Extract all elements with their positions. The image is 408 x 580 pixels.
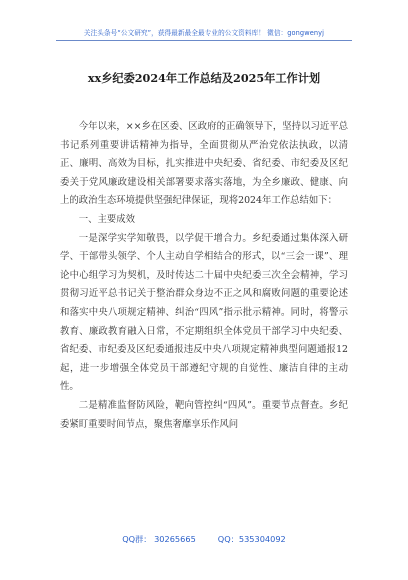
section-heading: 一、主要成效 — [78, 213, 136, 225]
intro-paragraph: 今年以来，××乡在区委、区政府的正确领导下，坚持以习近平总书记系列重要讲话精神为指导，全面贯彻从严治党依法执政，以清正、廉明、高效为目标，扎实推进中央纪委、省纪委、市纪委及区纪委关于党风廉政建设相关部署要求落实落地，为全乡廉政、健康、向上的政治生态环境提供坚强纪律保证，现将2024年工作总结如下： — [60, 121, 348, 207]
header-divider — [56, 40, 352, 41]
document-body — [60, 118, 348, 434]
footer-qq-group: QQ群： 30265665 — [122, 534, 196, 544]
body-paragraph: 一是深学实学知敬畏，以学促干增合力。乡纪委通过集体深入研学、干部带头领学、个人主动自学相结合的形式，以“三会一课”、理论中心组学习为契机，及时传达二十届中央纪委三次全会精神，学习贯彻习近平总书记关于整治群众身边不正之风和腐败问题的重要论述和落实中央八项规定精神、纠治“四风”指示批示精神。同时，将警示教育、廉政教育融入日常，不定期组织全体党员干部学习中央纪委、省纪委、市纪委及区纪委通报违反中央八项规定精神典型问题通报12起，进一步增强全体党员干部遵纪守规的自觉性、廉洁自律的主动性。 — [60, 232, 348, 393]
body-paragraph: 二是精准监督防风险，靶向管控纠“四风”。重要节点督查。乡纪委紧盯重要时间节点，聚焦奢靡享乐作风问 — [60, 399, 348, 430]
footer-contact — [0, 534, 408, 545]
document-title: xx乡纪委2024年工作总结及2025年工作计划 — [87, 71, 321, 85]
footer-qq: QQ：535304092 — [217, 534, 286, 544]
header-note: 关注头条号“公文研究”，获得最新最全最专业的公文资料库！ 微信：gongwenyj — [83, 29, 325, 37]
